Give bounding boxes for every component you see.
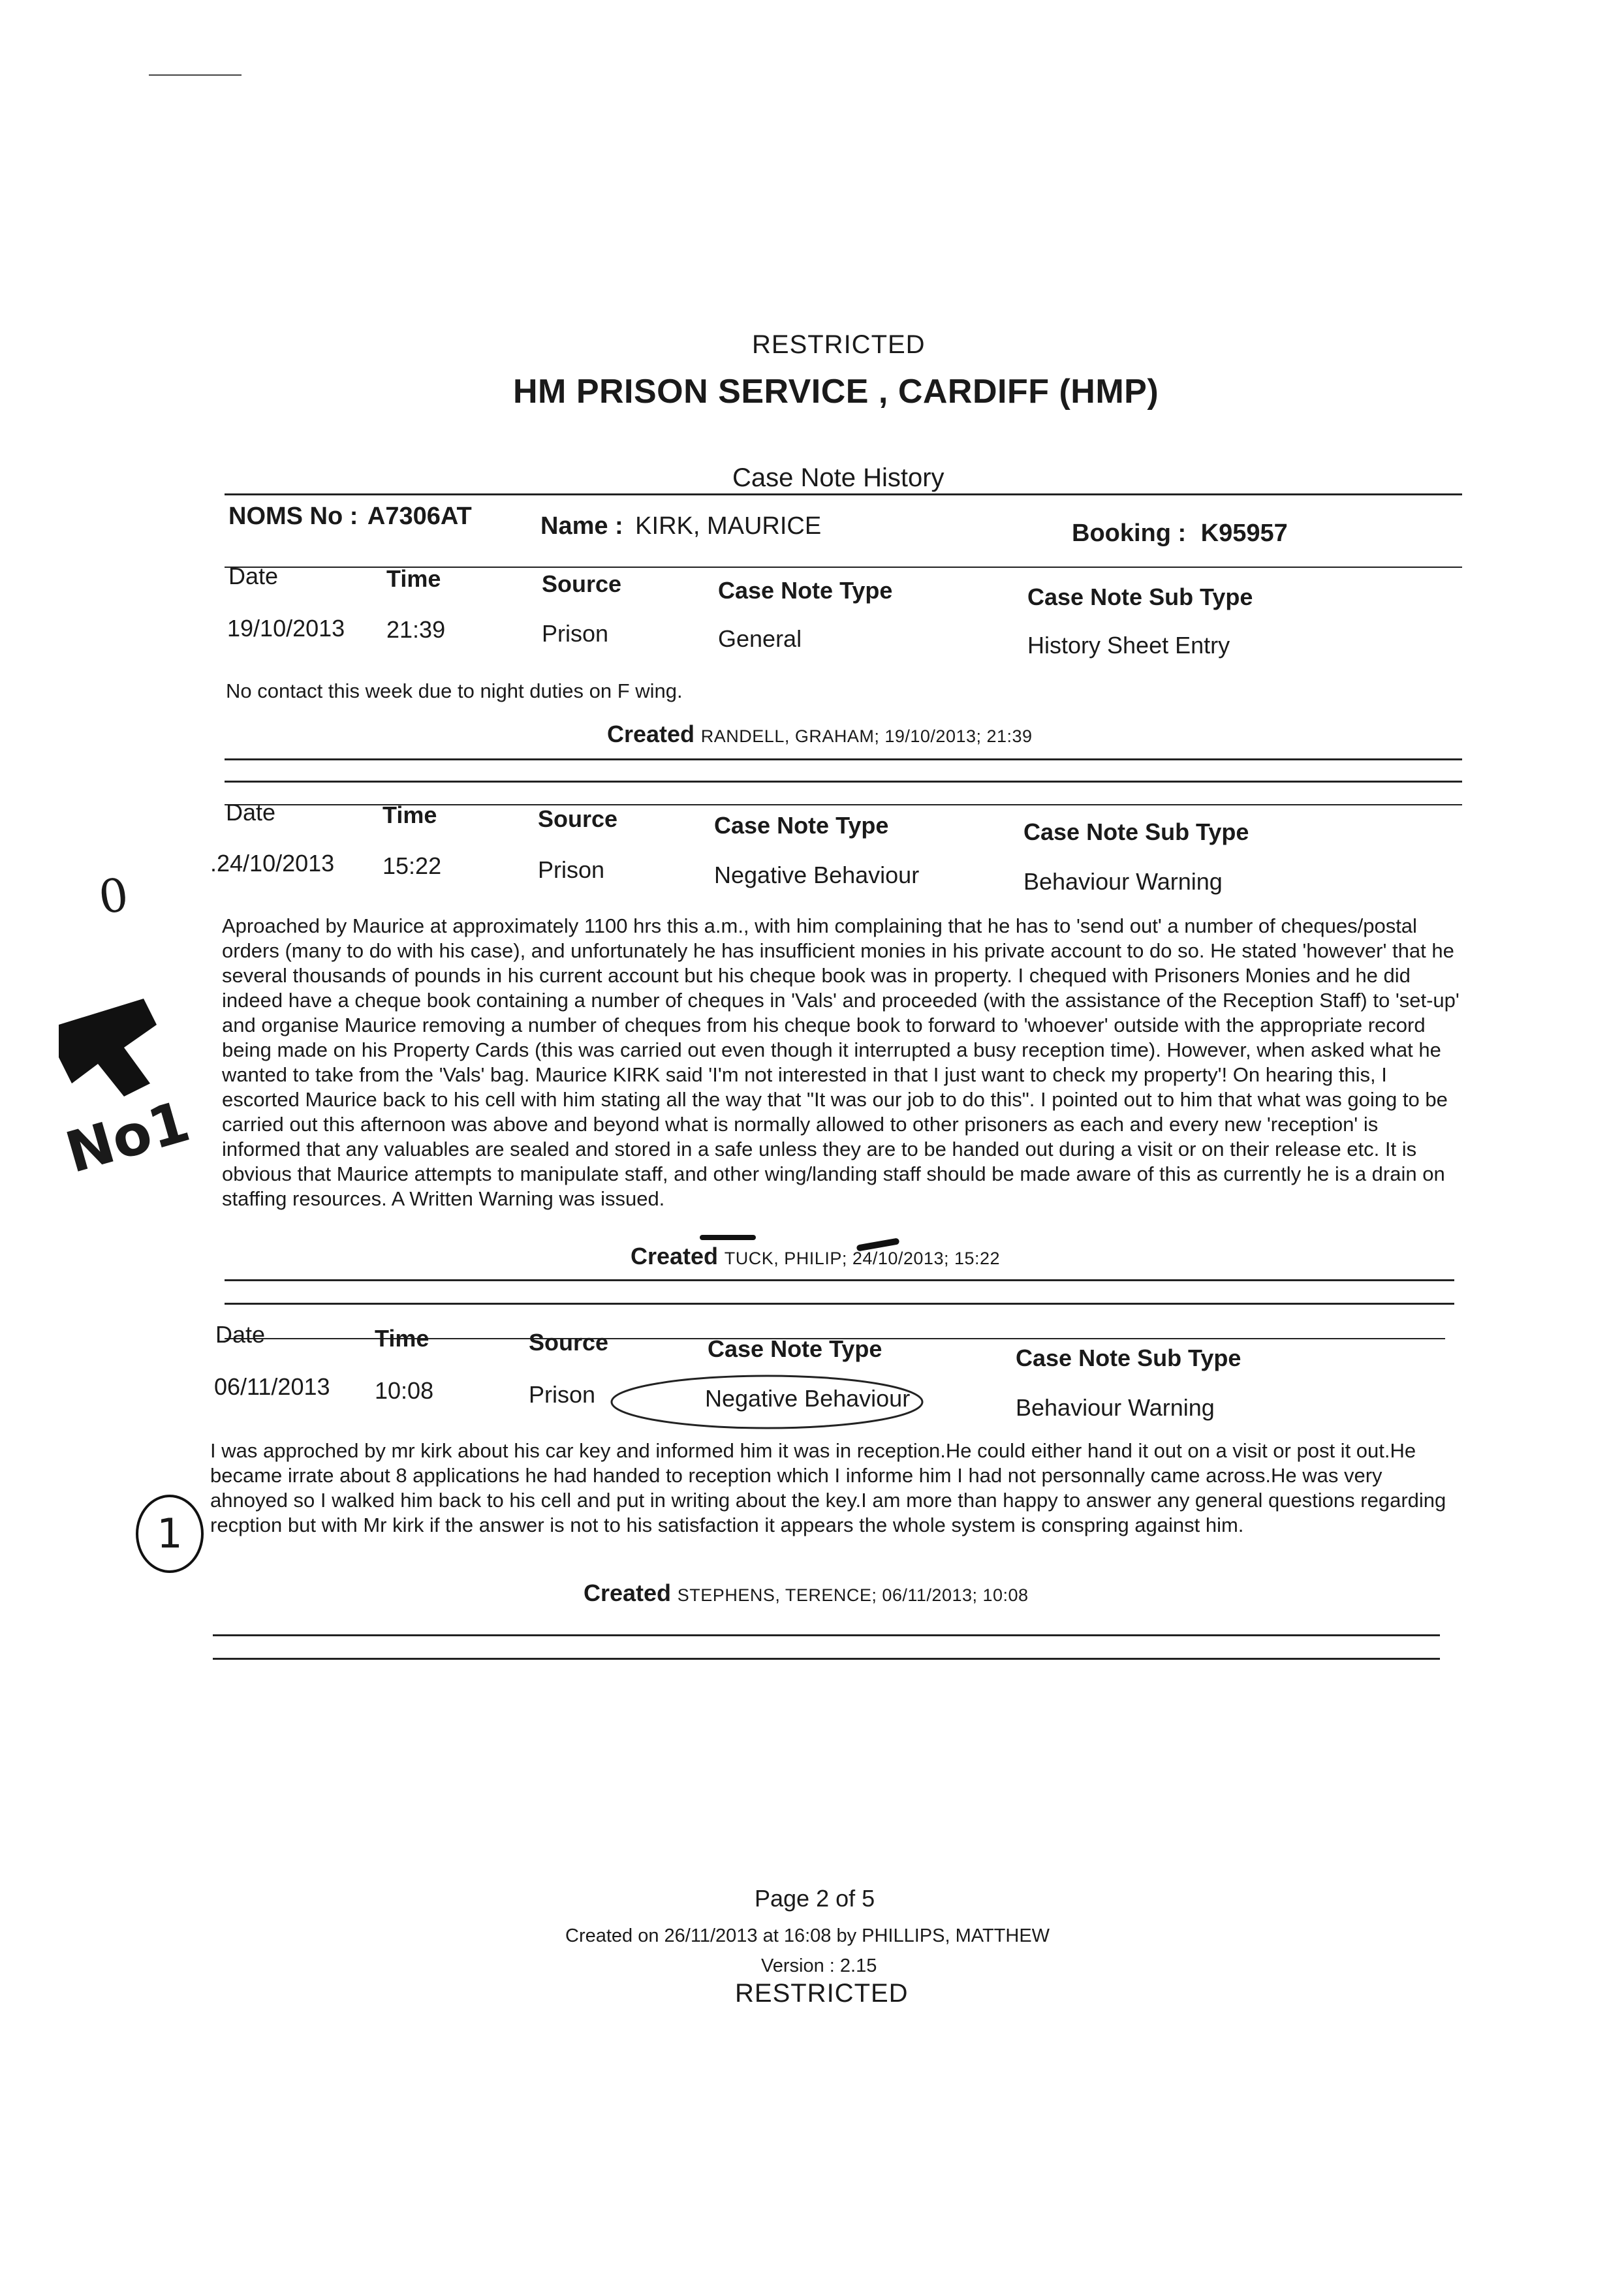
entry-text: I was approched by mr kirk about his car key and informed him it was in reception.He could either hand it out on a visit or post it out.He became irrate about 8 applications he had handed to reception which I informe him I had not personnally came across.He was very ahnoyed so I walked him back to his cell and put in writing about the key.I am more than happy to answer any general questions regarding recption but with Mr kirk if the answer is not to his satisfaction it appears the whole system is conspring against him. [210,1439,1446,1536]
entry-subtype: History Sheet Entry [1027,632,1230,659]
entry-subtype: Behaviour Warning [1016,1394,1215,1421]
footer-created: Created on 26/11/2013 at 16:08 by PHILLIPS, MATTHEW [565,1925,1050,1946]
margin-annotation: 1 [136,1495,204,1573]
col-date: Date [215,1321,266,1348]
entry-source: Prison [538,856,605,883]
scan-mark [149,74,242,76]
booking-label: Booking : [1072,520,1187,547]
noms-label: NOMS No : [228,503,358,530]
col-subtype: Case Note Sub Type [1023,818,1249,845]
classification-bottom: RESTRICTED [735,1979,909,2008]
report-title: Case Note History [732,463,945,492]
created-by: RANDELL, GRAHAM; 19/10/2013; 21:39 [700,726,1033,746]
pen-mark [700,1235,756,1240]
classification-top: RESTRICTED [752,330,926,359]
col-date: Date [226,799,276,826]
col-time: Time [383,801,437,828]
created-label: Created [631,1243,719,1269]
col-type: Case Note Type [714,812,889,839]
margin-annotation: No1 [59,1089,197,1187]
entry-text: Aproached by Maurice at approximately 1100 hrs this a.m., with him complaining that he has to 'send out' a number of cheques/postal orders (many to do with his case), and unfortunately he has insufficient monies in his private account to do so. He stated 'however' that he several thousands of pounds in his current account but his cheque book was in property. I chequed with Prisoners Monies and he did indeed have a cheque book containing a number of cheques in 'Vals' and proceeded (with the assistance of the Reception Staff) to 'set-up' and organise Maurice removing a number of cheques from his cheque book to forward to 'whoever' outside with the appropriate record being made on his Property Cards (this was carried out even though it interrupted a busy reception time). However, when asked what he wanted to take from the 'Vals' bag. Maurice KIRK said 'I'm not interested in that I just want to check my property'! On hearing this, I escorted Maurice back to his cell with him stating all the way that "It was our job to do this". I pointed out to him that what was going to be carried out this afternoon was above and beyond what is normally allowed to other prisoners as each and every new 'reception' is informed that any valuables are sealed and stored in a safe unless they are to be handed out during a visit or on their release etc. It is obvious that Maurice attempts to manipulate staff, and other wing/landing staff should be made aware of this as currently he is a drain on staffing resources. A Written Warning was issued. [222,914,1460,1210]
created-by: STEPHENS, TERENCE; 06/11/2013; 10:08 [677,1585,1029,1605]
name-field [540,512,821,540]
entry-date: 19/10/2013 [227,615,345,642]
col-subtype: Case Note Sub Type [1016,1345,1241,1371]
entry-rule [225,1303,1454,1305]
col-source: Source [538,805,618,832]
booking-value: K95957 [1200,520,1288,547]
entry-time: 21:39 [386,616,446,643]
entry-rule [213,1634,1440,1636]
entry-type: General [718,625,802,652]
entry-created [584,1579,1029,1607]
entry-type: Negative Behaviour [705,1385,911,1412]
entry-rule [225,781,1462,783]
entry-subtype: Behaviour Warning [1023,868,1223,895]
col-time: Time [375,1325,429,1352]
col-source: Source [542,570,622,597]
entry-created [631,1243,1000,1270]
entry-time: 15:22 [383,852,442,879]
created-by: TUCK, PHILIP; 24/10/2013; 15:22 [724,1249,1001,1268]
entry-date: .24/10/2013 [210,850,335,877]
entry-time: 10:08 [375,1377,434,1404]
booking-field [1072,520,1288,548]
footer-version: Version : 2.15 [761,1955,877,1976]
entry-rule [225,758,1462,760]
noms-field [228,503,472,531]
margin-annotation: 0 [95,867,132,925]
name-value: KIRK, MAURICE [635,512,822,540]
col-time: Time [386,565,441,592]
page-number: Page 2 of 5 [755,1885,875,1912]
entry-text: No contact this week due to night duties on F wing. [226,679,683,702]
entry-source: Prison [542,620,609,647]
pen-circle [601,1368,940,1440]
col-date: Date [228,563,279,589]
entry-created [607,721,1033,748]
entry-date: 06/11/2013 [214,1373,330,1400]
col-subtype: Case Note Sub Type [1027,583,1253,610]
header-rule [225,493,1462,495]
entry-rule [225,1279,1454,1281]
noms-value: A7306AT [367,503,472,530]
entry-rule [213,1658,1440,1660]
col-type: Case Note Type [718,577,893,604]
organisation-title: HM PRISON SERVICE , CARDIFF (HMP) [513,373,1159,411]
entry-source: Prison [529,1381,596,1408]
name-label: Name : [540,512,623,540]
created-label: Created [584,1579,672,1606]
entry-type: Negative Behaviour [714,862,920,888]
created-label: Created [607,721,695,747]
col-source: Source [529,1329,609,1356]
col-type: Case Note Type [708,1335,882,1362]
